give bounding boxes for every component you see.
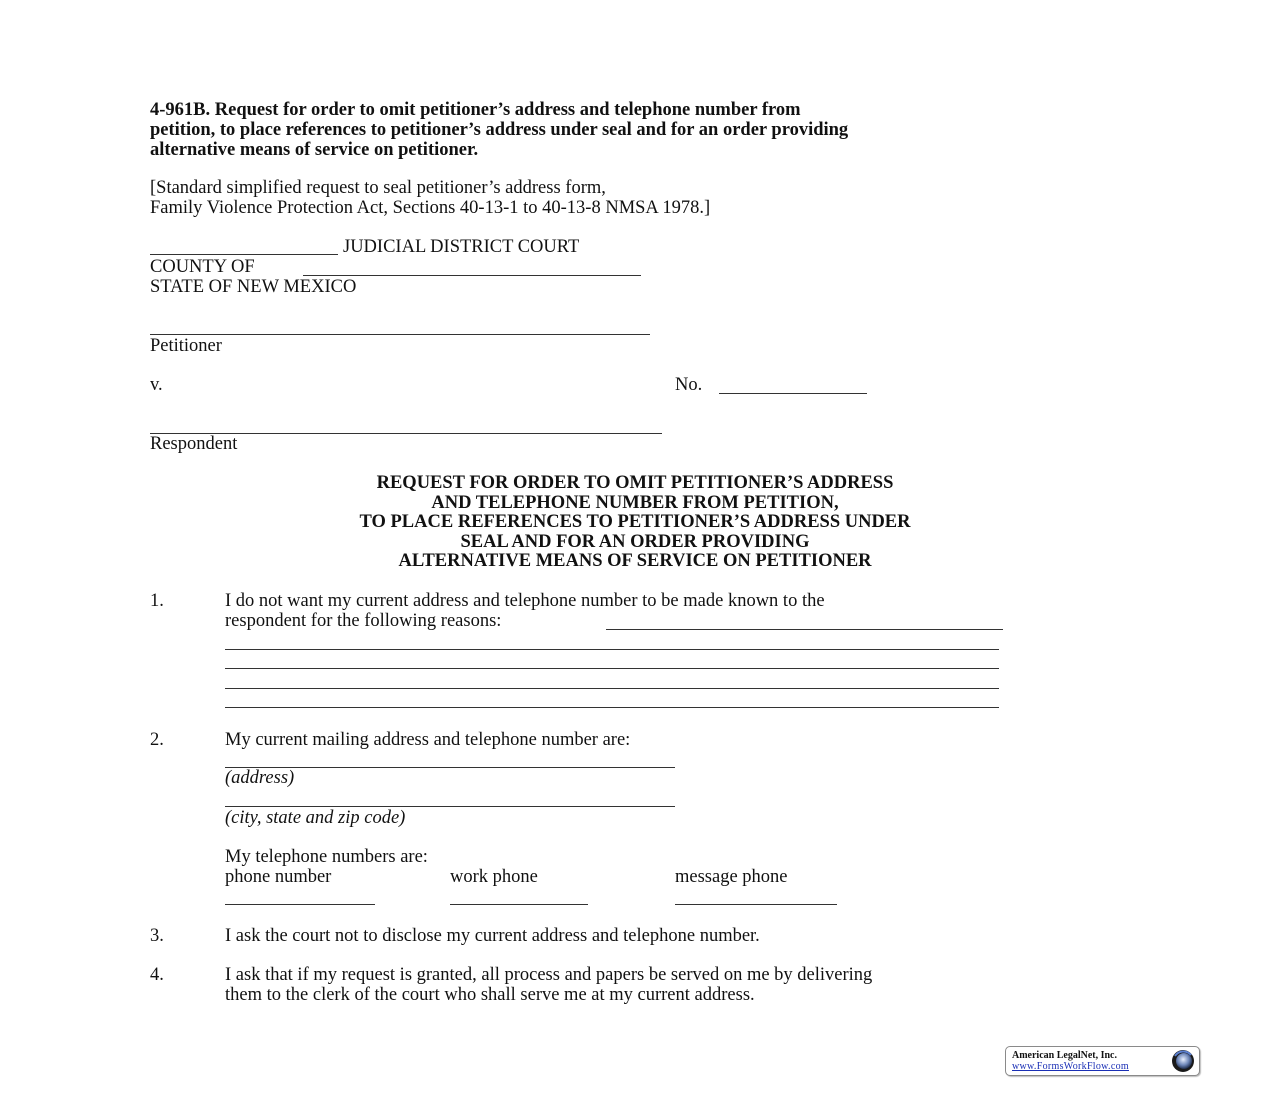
form-title-line-5: ALTERNATIVE MEANS OF SERVICE ON PETITIONER xyxy=(398,551,872,571)
reasons-field-line-5[interactable] xyxy=(225,707,999,708)
item-2-number: 2. xyxy=(150,730,164,750)
reasons-field-line-2[interactable] xyxy=(225,649,999,650)
item-4-text-line-1: I ask that if my request is granted, all process and papers be served on me by delivering xyxy=(225,965,873,985)
item-3-number: 3. xyxy=(150,926,164,946)
globe-logo-icon xyxy=(1171,1049,1195,1073)
phones-intro: My telephone numbers are: xyxy=(225,847,428,867)
message-phone-label: message phone xyxy=(675,867,788,887)
item-1-number: 1. xyxy=(150,591,164,611)
city-state-zip-label: (city, state and zip code) xyxy=(225,808,406,828)
form-title-line-4: SEAL AND FOR AN ORDER PROVIDING xyxy=(460,532,810,552)
work-phone-label: work phone xyxy=(450,867,538,887)
rule-title-line-3: alternative means of service on petitioner. xyxy=(150,140,479,160)
phone-number-field[interactable] xyxy=(225,904,375,905)
item-1-text-line-2: respondent for the following reasons: xyxy=(225,611,502,631)
rule-title-line-2: petition, to place references to petitioner’s address under seal and for an order providing xyxy=(150,120,849,140)
state-label: STATE OF NEW MEXICO xyxy=(150,277,357,297)
court-name-label: JUDICIAL DISTRICT COURT xyxy=(343,237,580,257)
versus-label: v. xyxy=(150,375,163,395)
petitioner-label: Petitioner xyxy=(150,336,222,356)
reasons-field-line-4[interactable] xyxy=(225,688,999,689)
reasons-field-line-1[interactable] xyxy=(606,629,1003,630)
rule-title-line-1: 4-961B. Request for order to omit petitioner’s address and telephone number from xyxy=(150,100,801,120)
item-3-text: I ask the court not to disclose my current address and telephone number. xyxy=(225,926,760,946)
badge-organization: American LegalNet, Inc. xyxy=(1012,1050,1117,1061)
city-state-zip-field[interactable] xyxy=(225,806,675,807)
county-label: COUNTY OF xyxy=(150,257,255,277)
item-2-text: My current mailing address and telephone number are: xyxy=(225,730,631,750)
petitioner-name-field[interactable] xyxy=(150,334,650,335)
badge-website-link[interactable]: www.FormsWorkFlow.com xyxy=(1012,1061,1129,1072)
reasons-field-line-3[interactable] xyxy=(225,668,999,669)
case-number-field[interactable] xyxy=(719,393,867,394)
respondent-label: Respondent xyxy=(150,434,238,454)
item-4-number: 4. xyxy=(150,965,164,985)
phone-number-label: phone number xyxy=(225,867,332,887)
item-4-text-line-2: them to the clerk of the court who shall serve me at my current address. xyxy=(225,985,755,1005)
form-title-line-3: TO PLACE REFERENCES TO PETITIONER’S ADDRESS UNDER xyxy=(359,512,911,532)
case-number-label: No. xyxy=(675,375,703,395)
form-note-line-1: [Standard simplified request to seal petitioner’s address form, xyxy=(150,178,606,198)
county-field[interactable] xyxy=(303,275,641,276)
form-title-line-1: REQUEST FOR ORDER TO OMIT PETITIONER’S ADDRESS xyxy=(376,473,894,493)
address-label: (address) xyxy=(225,768,295,788)
item-1-text-line-1: I do not want my current address and telephone number to be made known to the xyxy=(225,591,825,611)
form-note-line-2: Family Violence Protection Act, Sections 40-13-1 to 40-13-8 NMSA 1978.] xyxy=(150,198,711,218)
judicial-district-field[interactable] xyxy=(150,254,338,255)
american-legalnet-badge[interactable] xyxy=(1005,1046,1200,1076)
work-phone-field[interactable] xyxy=(450,904,588,905)
message-phone-field[interactable] xyxy=(675,904,837,905)
form-title-line-2: AND TELEPHONE NUMBER FROM PETITION, xyxy=(431,493,839,513)
